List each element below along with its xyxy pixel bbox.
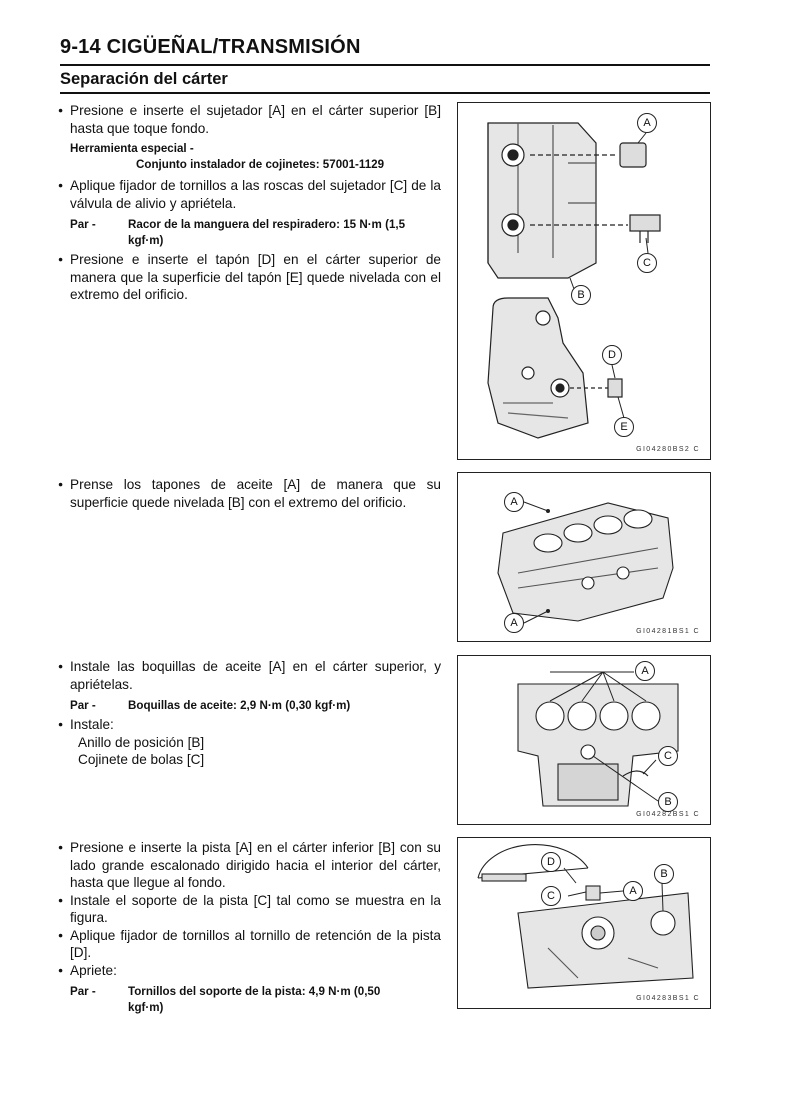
- callout-e: E: [614, 417, 634, 437]
- torque-label: Par -: [70, 985, 96, 998]
- torque-spec: [58, 217, 441, 249]
- callout-c: C: [658, 746, 678, 766]
- figure-relief-valve-and-plug: [457, 102, 711, 460]
- torque-value-line: Tornillos del soporte de la pista: 4,9 N·m (0,50: [128, 985, 381, 998]
- callout-b: B: [654, 864, 674, 884]
- text-block-4: [58, 839, 441, 1016]
- install-item: Anillo de posición [B]: [78, 734, 205, 750]
- torque-label: Par -: [70, 699, 96, 712]
- bullet-paragraph: ● Presione e inserte el tapón [D] en el cárter superior de manera que la superficie del tapón [E] quede nivelada con el extremo del orificio.: [58, 251, 441, 304]
- callout-d: D: [602, 345, 622, 365]
- figure-code: GI04281BS1 C: [636, 628, 700, 635]
- section-title: Separación del cárter: [60, 70, 228, 88]
- figure-code: GI04282BS1 C: [636, 811, 700, 818]
- torque-value-line: kgf·m): [128, 1001, 164, 1014]
- bullet-paragraph: ● Instale:: [58, 716, 441, 734]
- title-rule: [60, 64, 710, 66]
- torque-spec: [58, 698, 441, 714]
- page-header: [60, 34, 710, 88]
- torque-label: Par -: [70, 218, 96, 231]
- torque-spec: [58, 984, 441, 1016]
- torque-value-line: Boquillas de aceite: 2,9 N·m (0,30 kgf·m): [128, 699, 351, 712]
- torque-value-line: Racor de la manguera del respiradero: 15 N·m (1,5: [128, 218, 406, 231]
- callout-a: A: [623, 881, 643, 901]
- crankcase-illustration: [458, 473, 712, 643]
- bullet-paragraph: ● Aplique fijador de tornillos al tornillo de retención de la pista [D].: [58, 927, 441, 962]
- text-block-1: [58, 102, 441, 304]
- crankcase-illustration: [458, 103, 712, 461]
- bullet-paragraph: ● Prense los tapones de aceite [A] de manera que su superficie quede nivelada [B] con el extremo del orificio.: [58, 476, 441, 511]
- callout-a: A: [504, 613, 524, 633]
- bullet-paragraph: ● Presione e inserte el sujetador [A] en el cárter superior [B] hasta que toque fondo.: [58, 102, 441, 137]
- figure-code: GI04283BS1 C: [636, 995, 700, 1002]
- bullet-paragraph: ● Apriete:: [58, 962, 441, 980]
- special-tool-value: Conjunto instalador de cojinetes: 57001-1129: [136, 158, 385, 171]
- bullet-paragraph: ● Instale el soporte de la pista [C] tal como se muestra en la figura.: [58, 892, 441, 927]
- figure-oil-plugs: [457, 472, 711, 642]
- callout-d: D: [541, 852, 561, 872]
- text-block-2: [58, 476, 441, 511]
- callout-a: A: [635, 661, 655, 681]
- figure-code: GI04280BS2 C: [636, 446, 700, 453]
- callout-b: B: [571, 285, 591, 305]
- figure-oil-nozzles: [457, 655, 711, 825]
- callout-c: C: [541, 886, 561, 906]
- install-item: Cojinete de bolas [C]: [78, 752, 205, 767]
- torque-value-line: kgf·m): [128, 234, 164, 247]
- section-rule: [60, 92, 710, 94]
- text-block-3: [58, 658, 441, 769]
- bullet-paragraph: ● Aplique fijador de tornillos a las roscas del sujetador [C] de la válvula de alivio y apriételа.: [58, 177, 441, 212]
- bullet-paragraph: ● Presione e inserte la pista [A] en el cárter inferior [B] con su lado grande escalonado dirigido hacia el interior del cárter, hasta que llegue al fondo.: [58, 839, 441, 892]
- bullet-paragraph: ● Instale las boquillas de aceite [A] en el cárter superior, y apriételas.: [58, 658, 441, 693]
- callout-a: A: [504, 492, 524, 512]
- figure-race-holder: [457, 837, 711, 1009]
- crankcase-illustration: [458, 838, 712, 1010]
- page-title: 9-14 CIGÜEÑAL/TRANSMISIÓN: [60, 36, 361, 58]
- special-tool-label: Herramienta especial -: [70, 142, 194, 155]
- callout-b: B: [658, 792, 678, 812]
- callout-c: C: [637, 253, 657, 273]
- callout-a: A: [637, 113, 657, 133]
